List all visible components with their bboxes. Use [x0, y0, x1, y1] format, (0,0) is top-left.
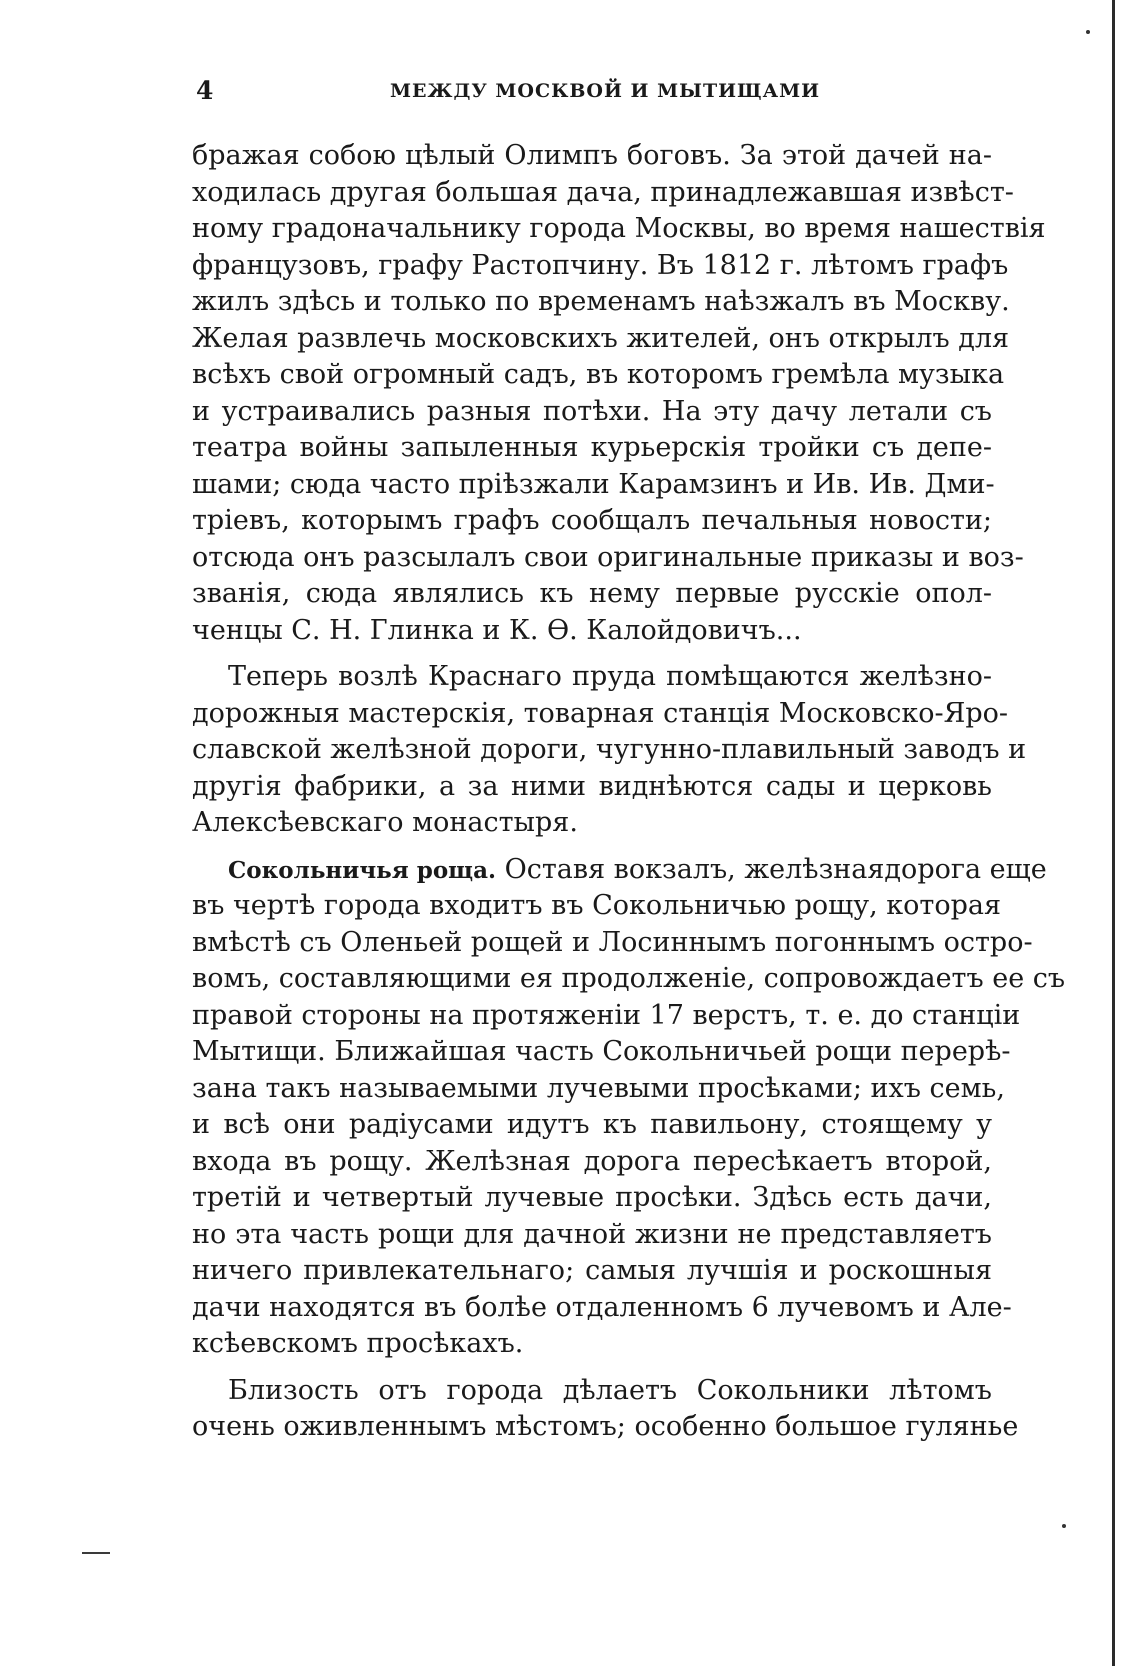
text-line: жилъ здѣсь и только по временамъ наѣзжалъ въ Москву.	[192, 286, 1010, 317]
page-edge-rule	[1112, 0, 1115, 1666]
text-line: театра войны запыленныя курьерскія тройки съ депе-	[192, 432, 992, 463]
text-line: дорожныя мастерскія, товарная станція Московско-Яро-	[192, 697, 1009, 729]
speck-mark	[1062, 1524, 1066, 1528]
text-line: отсюда онъ разсылалъ свои оригинальные приказы и воз-	[192, 541, 1024, 573]
text-line: тріевъ, которымъ графъ сообщалъ печальныя новости;	[192, 505, 992, 536]
text-line: вмѣстѣ съ Оленьей рощей и Лосиннымъ погоннымъ остро-	[192, 926, 1033, 958]
running-head: МЕЖДУ МОСКВОЙ И МЫТИЩАМИ	[390, 80, 821, 102]
text-line: вомъ, составляющими ея продолженіе, сопровождаетъ ее съ	[192, 963, 1066, 994]
text-line: Алексѣевскаго монастыря.	[192, 807, 578, 838]
text-line: очень оживленнымъ мѣстомъ; особенно большое гулянье	[192, 1411, 1019, 1442]
text-line: и всѣ они радіусами идутъ къ павильону, стоящему у	[192, 1109, 992, 1140]
text-line: шами; сюда часто пріѣзжали Карамзинъ и Ив. Ив. Дми-	[192, 468, 995, 500]
text-line: но эта часть рощи для дачной жизни не представляетъ	[192, 1218, 992, 1250]
text-line: званія, сюда являлись къ нему первые русскіе опол-	[192, 578, 992, 609]
text-line: третій и четвертый лучевые просѣки. Здѣсь есть дачи,	[192, 1182, 992, 1213]
speck-mark	[1086, 30, 1090, 34]
section-lead: Сокольничья роща.	[228, 856, 496, 884]
margin-mark	[82, 1552, 110, 1554]
text-span: Оставя вокзалъ, желѣзнаядорога еще	[504, 853, 1047, 885]
text-line: въ чертѣ города входитъ въ Сокольничью рощу, которая	[192, 890, 1002, 921]
page-number: 4	[196, 76, 214, 105]
text-line: ксѣевскомъ просѣкахъ.	[192, 1328, 524, 1359]
text-line: входа въ рощу. Желѣзная дорога пересѣкаетъ второй,	[192, 1145, 992, 1177]
text-line: зана такъ называемыми лучевыми просѣками; ихъ семь,	[192, 1072, 1005, 1104]
text-line: ному градоначальнику города Москвы, во время нашествія	[192, 213, 1046, 244]
text-line: французовъ, графу Растопчину. Въ 1812 г. лѣтомъ графъ	[192, 249, 1009, 281]
text-line: и устраивались разныя потѣхи. На эту дачу летали съ	[192, 395, 992, 427]
text-line: ходилась другая большая дача, принадлежавшая извѣст-	[192, 176, 1014, 208]
page-header	[196, 76, 986, 110]
text-line	[192, 852, 1047, 889]
text-line: Желая развлечь московскихъ жителей, онъ открылъ для	[192, 322, 1010, 354]
text-line: бражая собою цѣлый Олимпъ боговъ. За этой дачей на-	[192, 140, 992, 171]
text-line: ничего привлекательнаго; самыя лучшія и роскошныя	[192, 1255, 992, 1286]
text-line: дачи находятся въ болѣе отдаленномъ 6 лучевомъ и Але-	[192, 1291, 1012, 1323]
text-line: всѣхъ свой огромный садъ, въ которомъ гремѣла музыка	[192, 359, 1005, 390]
text-line: ченцы С. Н. Глинка и К. Ѳ. Калойдовичъ...	[192, 614, 802, 646]
text-line: Мытищи. Ближайшая часть Сокольничьей рощи перерѣ-	[192, 1036, 1011, 1067]
text-line: Близость отъ города дѣлаетъ Сокольники лѣтомъ	[228, 1374, 992, 1406]
text-line: другія фабрики, а за ними виднѣются сады и церковь	[192, 770, 992, 802]
text-line: Теперь возлѣ Краснаго пруда помѣщаются желѣзно-	[228, 661, 992, 692]
body-text	[192, 138, 1066, 1446]
text-line: правой стороны на протяженіи 17 верстъ, т. е. до станціи	[192, 999, 1021, 1031]
text-line: славской желѣзной дороги, чугунно-плавильный заводъ и	[192, 734, 1027, 765]
